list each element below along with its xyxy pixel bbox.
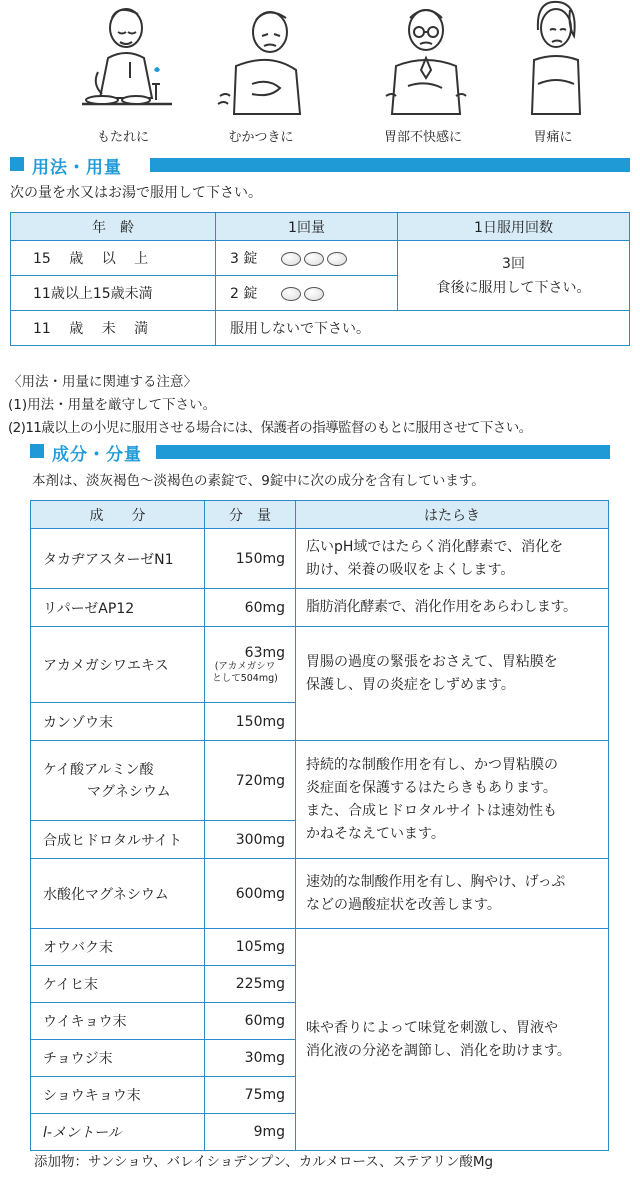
ingredient-name: ウイキョウ末 <box>31 1003 205 1040</box>
header-daily-frequency: 1日服用回数 <box>398 213 630 241</box>
function-line: 速効的な制酸作用を有し、胸やけ、げっぷ <box>306 873 566 890</box>
ingredients-section-header <box>30 441 610 463</box>
age-cell: 11歳以上15歳未満 <box>11 276 216 311</box>
table-row <box>31 929 609 966</box>
table-header-row <box>31 501 609 529</box>
ingredient-name: タカヂアスターゼN1 <box>31 529 205 589</box>
amount-cell <box>216 276 398 311</box>
ingredient-name-line: マグネシウム <box>87 783 171 800</box>
function-line: 炎症面を保護するはたらきもあります。 <box>306 779 557 796</box>
function-line: 味や香りによって味覚を刺激し、胃液や <box>306 1019 558 1036</box>
nausea-person-icon <box>206 0 316 122</box>
ingredient-function: 脂肪消化酵素で、消化作用をあらわします。 <box>296 589 609 627</box>
ingredient-amount: 105mg <box>205 929 296 966</box>
section-marker-icon <box>10 157 24 171</box>
stomach-discomfort-person-icon <box>368 0 478 122</box>
amount-cell <box>216 241 398 276</box>
ingredient-name: オウバク末 <box>31 929 205 966</box>
ingredient-amount: 300mg <box>205 821 296 859</box>
header-amount: 分 量 <box>205 501 296 529</box>
section-rule <box>150 158 630 172</box>
ingredient-amount <box>205 627 296 703</box>
dosage-lead: 次の量を水又はお湯で服用して下さい。 <box>10 185 262 201</box>
ingredient-name: 水酸化マグネシウム <box>31 859 205 929</box>
frequency-count: 3回 <box>502 255 525 272</box>
function-line: また、合成ヒドロタルサイトは速効性も <box>306 802 558 819</box>
header-function: はたらき <box>296 501 609 529</box>
note-item: (2)11歳以上の小児に服用させる場合には、保護者の指導監督のもとに服用させて下さい。 <box>8 420 532 436</box>
ingredient-amount: 150mg <box>205 703 296 741</box>
ingredient-function <box>296 741 609 859</box>
ingredient-name: アカメガシワエキス <box>31 627 205 703</box>
tablet-icons <box>278 286 324 302</box>
illustration-nausea <box>196 0 326 148</box>
ingredient-function <box>296 859 609 929</box>
section-marker-icon <box>30 444 44 458</box>
header-ingredient: 成 分 <box>31 501 205 529</box>
ingredient-function <box>296 529 609 589</box>
tablet-icon <box>281 287 301 301</box>
caption-stomach-discomfort: 胃部不快感に <box>383 130 462 145</box>
table-row <box>31 859 609 929</box>
table-row <box>11 311 630 346</box>
ingredient-amount: 30mg <box>205 1040 296 1077</box>
amount-note: (アカメガシワ <box>214 660 276 672</box>
ingredient-name <box>31 741 205 821</box>
ingredient-amount: 600mg <box>205 859 296 929</box>
table-row <box>31 529 609 589</box>
ingredient-name: リパーゼAP12 <box>31 589 205 627</box>
stomach-pain-person-icon <box>498 0 608 122</box>
function-line: 胃腸の過度の緊張をおさえて、胃粘膜を <box>306 654 558 670</box>
age-cell: 11 歳 未 満 <box>11 311 216 346</box>
header-per-dose: 1回量 <box>216 213 398 241</box>
notes-heading: 〈用法・用量に関連する注意〉 <box>8 374 197 390</box>
frequency-cell <box>398 241 630 311</box>
frequency-timing: 食後に服用して下さい。 <box>436 279 591 296</box>
amount-cell: 服用しないで下さい。 <box>216 311 630 346</box>
function-line: 広いpH域ではたらく消化酵素で、消化を <box>306 538 564 555</box>
symptom-illustrations <box>0 0 640 148</box>
table-row <box>11 241 630 276</box>
amount-text: 3 錠 <box>230 251 258 267</box>
dosage-section-header <box>10 154 630 176</box>
caption-stomach-pain: 胃痛に <box>533 130 573 145</box>
illustration-stomach-pain <box>488 0 618 148</box>
ingredient-name: ケイヒ末 <box>31 966 205 1003</box>
ingredient-amount: 9mg <box>205 1114 296 1151</box>
amount-text: 2 錠 <box>230 286 258 302</box>
note-item: (1)用法・用量を厳守して下さい。 <box>8 397 217 413</box>
function-line: 助け、栄養の吸収をよくします。 <box>306 561 515 578</box>
tablet-icon <box>304 287 324 301</box>
dosage-title: 用法・用量 <box>32 158 122 178</box>
ingredient-amount: 150mg <box>205 529 296 589</box>
amount-value: 63mg <box>244 644 285 661</box>
ingredient-amount: 225mg <box>205 966 296 1003</box>
stomach-heavy-person-icon <box>68 0 178 122</box>
ingredients-table <box>30 500 609 1151</box>
function-line: などの過酸症状を改善します。 <box>306 896 501 913</box>
ingredient-amount: 60mg <box>205 1003 296 1040</box>
ingredient-name: 合成ヒドロタルサイト <box>31 821 205 859</box>
caption-nausea: むかつきに <box>228 130 294 145</box>
function-line: 消化液の分泌を調節し、消化を助けます。 <box>306 1042 571 1059</box>
illustration-stomach-discomfort <box>358 0 488 148</box>
illustration-heavy-stomach <box>58 0 188 148</box>
table-row <box>31 741 609 821</box>
ingredient-name: l-メントール <box>31 1114 205 1151</box>
header-age: 年 齢 <box>11 213 216 241</box>
tablet-icon <box>327 252 347 266</box>
ingredient-name-line: ケイ酸アルミン酸 <box>43 761 154 778</box>
ingredient-amount: 60mg <box>205 589 296 627</box>
tablet-icon <box>304 252 324 266</box>
function-line: 保護し、胃の炎症をしずめます。 <box>306 677 515 693</box>
amount-note: として504mg) <box>212 672 278 684</box>
ingredient-name: チョウジ末 <box>31 1040 205 1077</box>
ingredient-function <box>296 627 609 741</box>
function-line: かねそなえています。 <box>306 825 445 842</box>
tablet-icons <box>278 251 347 267</box>
ingredient-name: カンゾウ末 <box>31 703 205 741</box>
table-row <box>31 627 609 703</box>
ingredient-function <box>296 929 609 1151</box>
caption-heavy-stomach: もたれに <box>96 130 149 145</box>
function-line: 持続的な制酸作用を有し、かつ胃粘膜の <box>306 756 558 773</box>
ingredient-name: ショウキョウ末 <box>31 1077 205 1114</box>
age-cell: 15 歳 以 上 <box>11 241 216 276</box>
section-rule <box>156 445 610 459</box>
tablet-icon <box>281 252 301 266</box>
table-header-row <box>11 213 630 241</box>
ingredients-lead: 本剤は、淡灰褐色～淡褐色の素錠で、9錠中に次の成分を含有しています。 <box>32 473 485 489</box>
additives-text: 添加物：サンショウ、バレイショデンプン、カルメロース、ステアリン酸Mg <box>34 1154 494 1170</box>
table-row <box>31 589 609 627</box>
ingredients-title: 成分・分量 <box>52 445 142 465</box>
ingredient-amount: 720mg <box>205 741 296 821</box>
dosage-table <box>10 212 630 346</box>
ingredient-amount: 75mg <box>205 1077 296 1114</box>
